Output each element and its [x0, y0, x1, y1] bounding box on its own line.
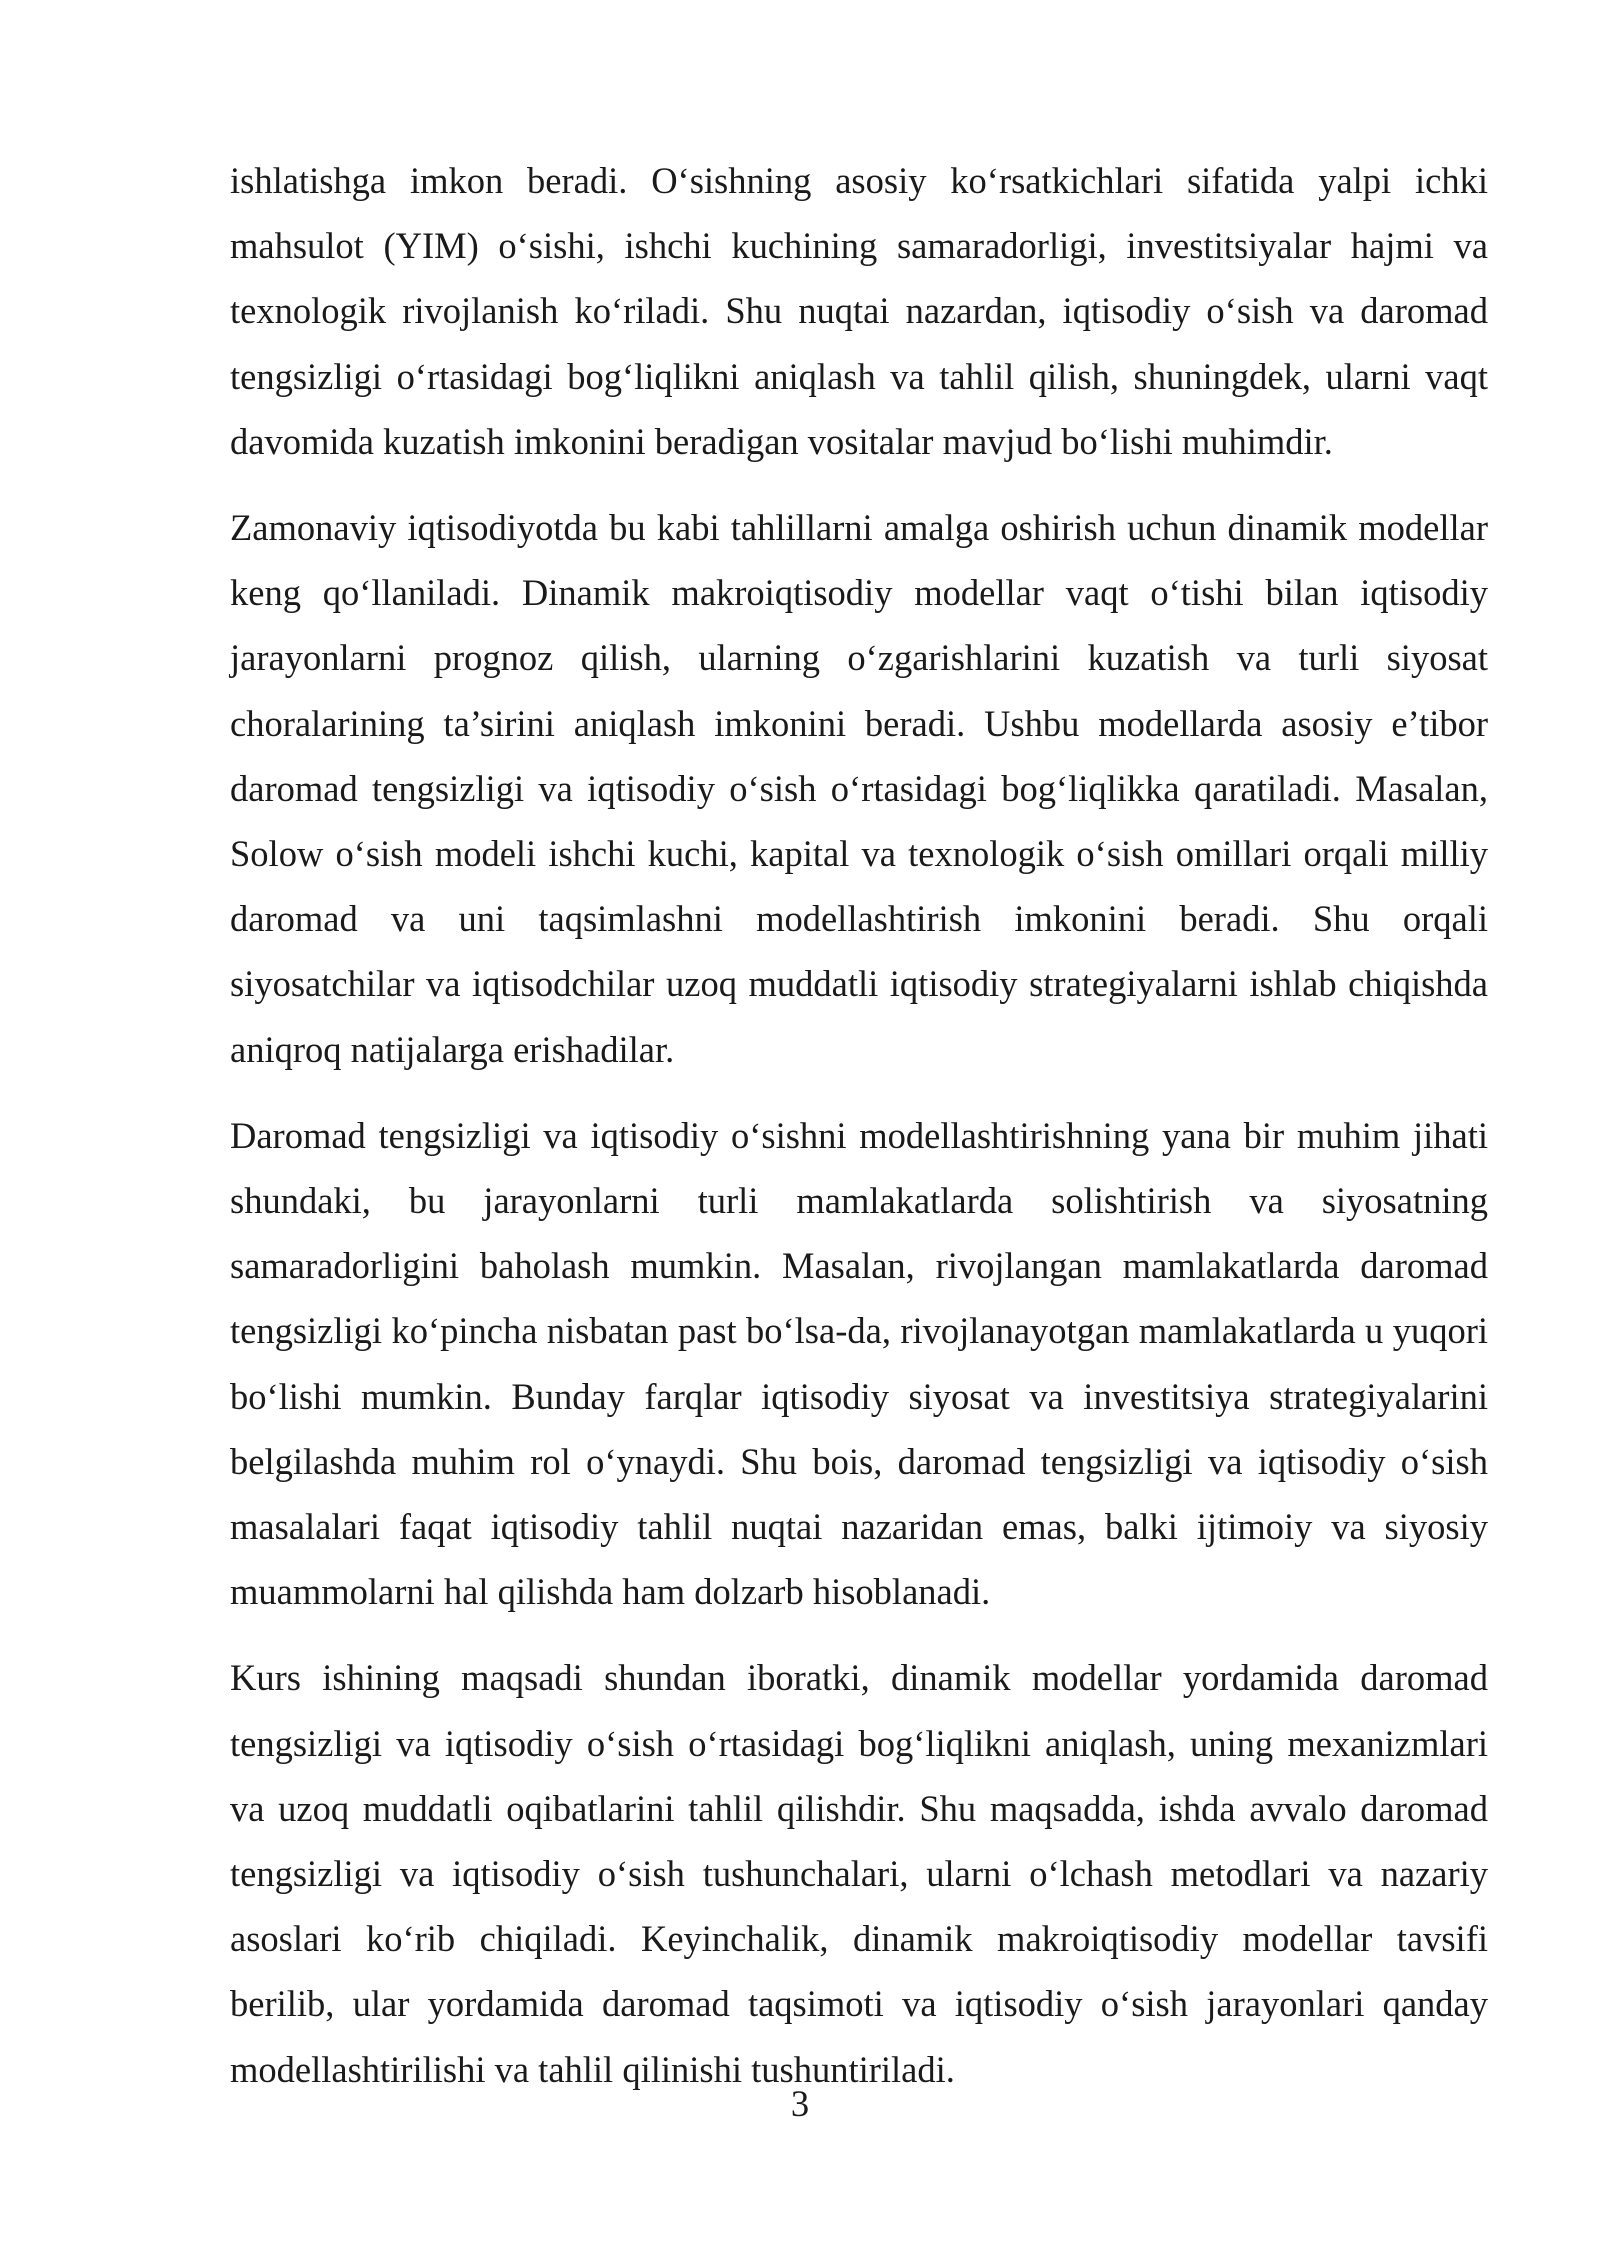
document-body — [230, 148, 1488, 2123]
page-number: 3 — [790, 2083, 810, 2124]
paragraph-1: ishlatishga imkon beradi. O‘sishning asosiy ko‘rsatkichlari sifatida yalpi ichki mahsulot (YIM) o‘sishi, ishchi kuchining samaradorligi, investitsiyalar hajmi va texnologik rivojlanish ko‘riladi. Shu nuqtai nazardan, iqtisodiy o‘sish va daromad tengsizligi o‘rtasidagi bog‘liqlikni aniqlash va tahlil qilish, shuningdek, ularni vaqt davomida kuzatish imkonini beradigan vositalar mavjud bo‘lishi muhimdir. — [230, 160, 1488, 462]
paragraph-4: Kurs ishining maqsadi shundan iboratki, dinamik modellar yordamida daromad tengsizligi va iqtisodiy o‘sish o‘rtasidagi bog‘liqlikni aniqlash, uning mexanizmlari va uzoq muddatli oqibatlarini tahlil qilishdir. Shu maqsadda, ishda avvalo daromad tengsizligi va iqtisodiy o‘sish tushunchalari, ularni o‘lchash metodlari va nazariy asoslari ko‘rib chiqiladi. Keyinchalik, dinamik makroiqtisodiy modellar tavsifi berilib, ular yordamida daromad taqsimoti va iqtisodiy o‘sish jarayonlari qanday modellashtirilishi va tahlil qilinishi tushuntiriladi. — [230, 1657, 1488, 2090]
paragraph-3: Daromad tengsizligi va iqtisodiy o‘sishni modellashtirishning yana bir muhim jihati shundaki, bu jarayonlarni turli mamlakatlarda solishtirish va siyosatning samaradorligini baholash mumkin. Masalan, rivojlangan mamlakatlarda daromad tengsizligi ko‘pincha nisbatan past bo‘lsa-da, rivojlanayotgan mamlakatlarda u yuqori bo‘lishi mumkin. Bunday farqlar iqtisodiy siyosat va investitsiya strategiyalarini belgilashda muhim rol o‘ynaydi. Shu bois, daromad tengsizligi va iqtisodiy o‘sish masalalari faqat iqtisodiy tahlil nuqtai nazaridan emas, balki ijtimoiy va siyosiy muammolarni hal qilishda ham dolzarb hisoblanadi. — [230, 1114, 1488, 1613]
paragraph-2: Zamonaviy iqtisodiyotda bu kabi tahlillarni amalga oshirish uchun dinamik modellar keng qo‘llaniladi. Dinamik makroiqtisodiy modellar vaqt o‘tishi bilan iqtisodiy jarayonlarni prognoz qilish, ularning o‘zgarishlarini kuzatish va turli siyosat choralarining ta’sirini aniqlash imkonini beradi. Ushbu modellarda asosiy e’tibor daromad tengsizligi va iqtisodiy o‘sish o‘rtasidagi bog‘liqlikka qaratiladi. Masalan, Solow o‘sish modeli ishchi kuchi, kapital va texnologik o‘sish omillari orqali milliy daromad va uni taqsimlashni modellashtirish imkonini beradi. Shu orqali siyosatchilar va iqtisodchilar uzoq muddatli iqtisodiy strategiyalarni ishlab chiqishda aniqroq natijalarga erishadilar. — [230, 507, 1488, 1070]
